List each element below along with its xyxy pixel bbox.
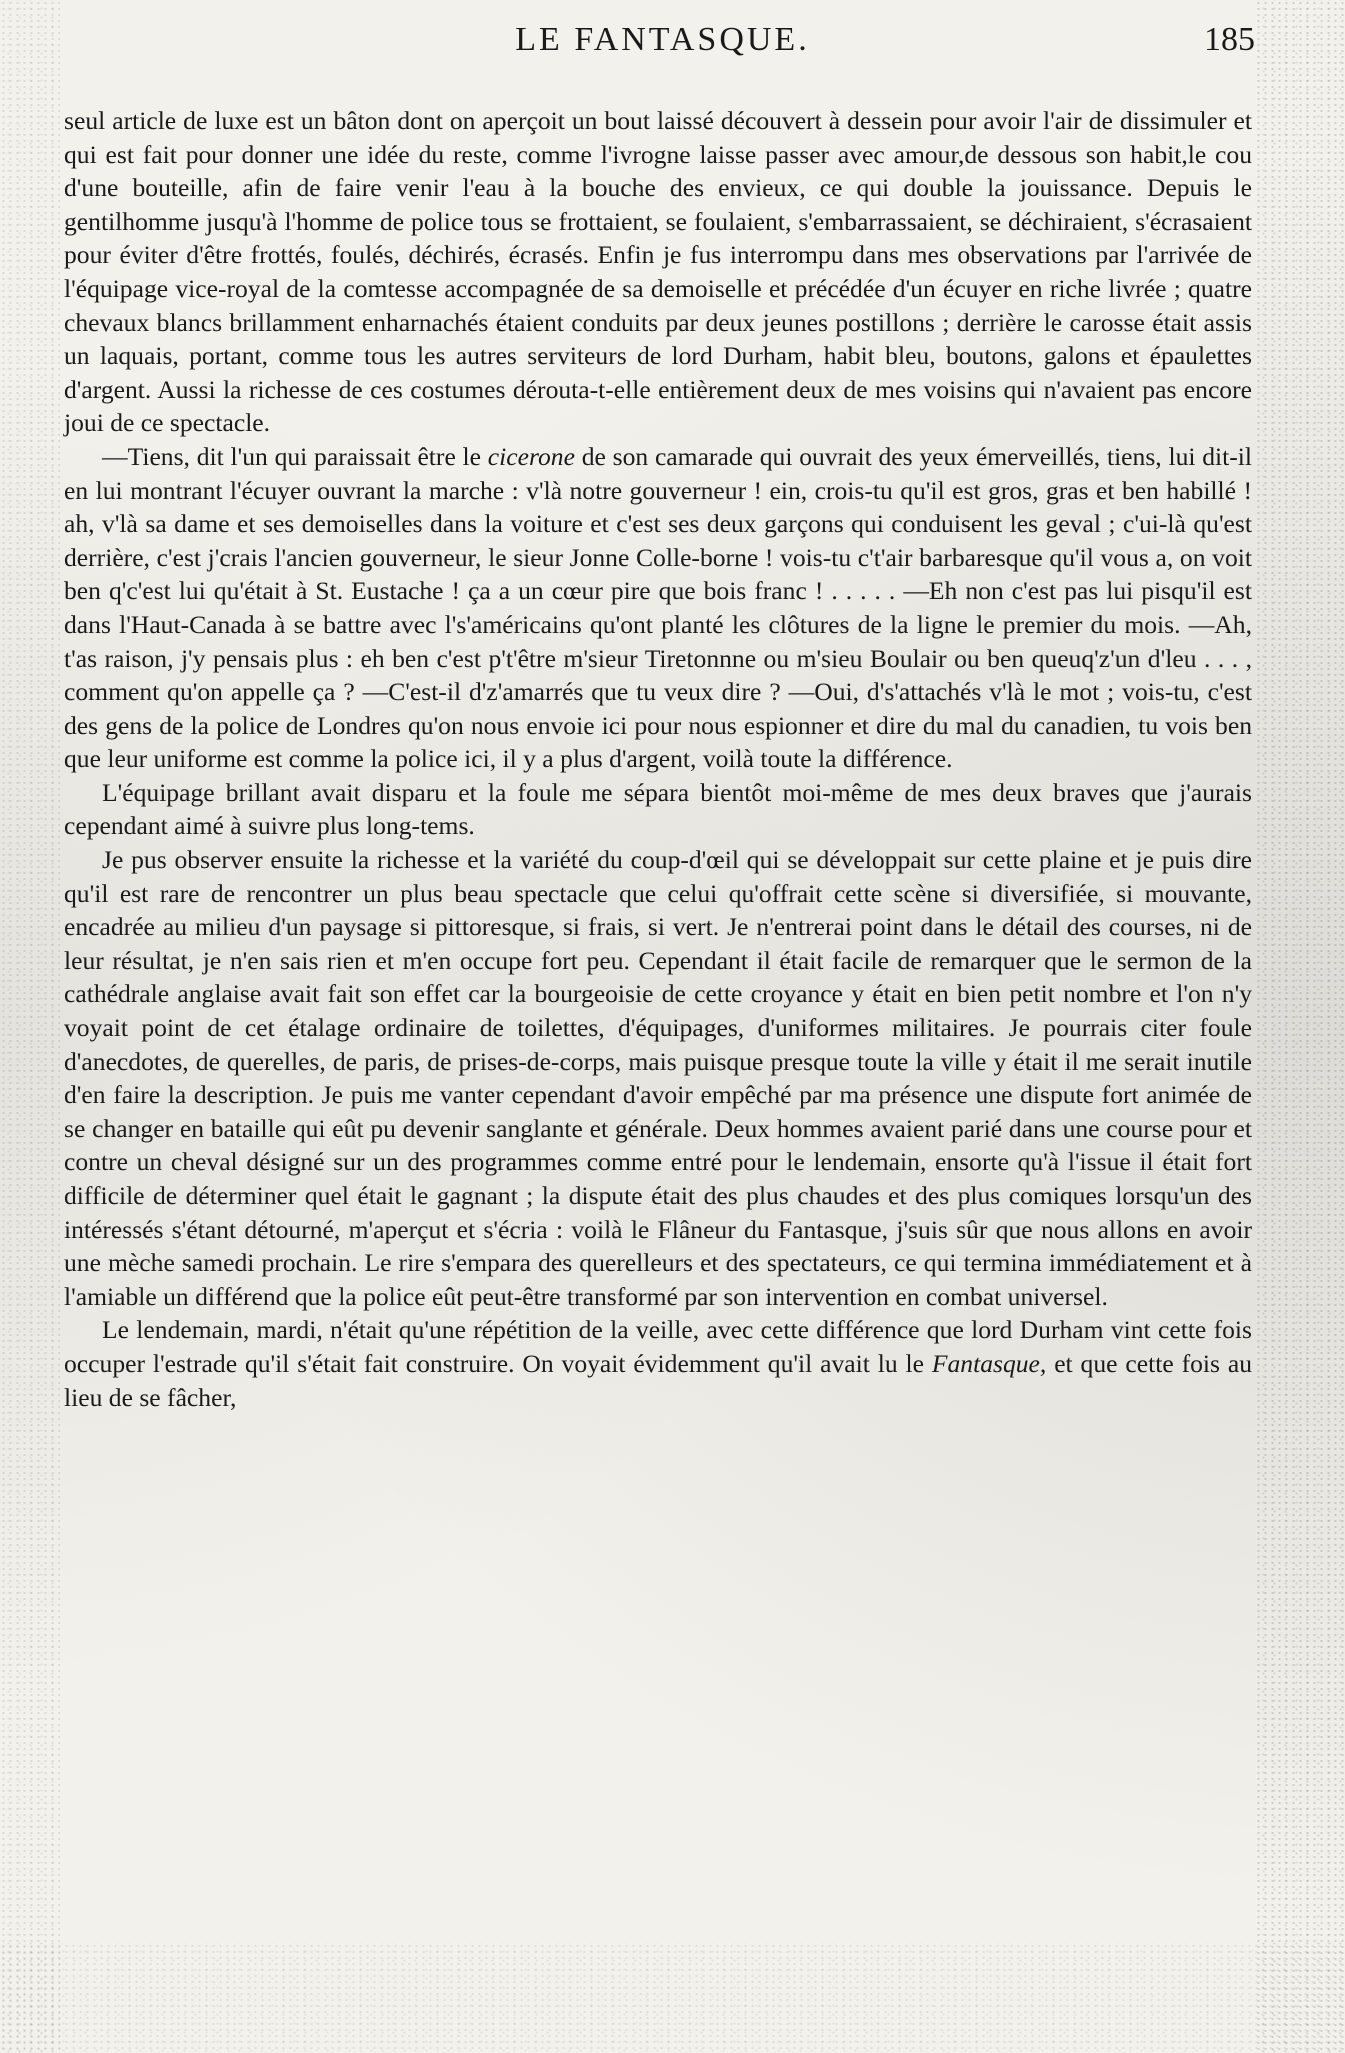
page-number: 185 [1204, 21, 1255, 58]
paragraph-3 [64, 776, 1252, 843]
paragraph-3-text: L'équipage brillant avait disparu et la foule me sépara bientôt moi-même de mes deux braves que j'aurais cependant aimé à suivre plus long-tems. [64, 777, 1252, 841]
paragraph-5-italic-fantasque: Fantasque, [931, 1348, 1047, 1378]
body-text [64, 104, 1252, 1414]
paragraph-2-text-b: de son camarade qui ouvrait des yeux émerveillés, tiens, lui dit-il en lui montrant l'écuyer ouvrant la marche : v'là notre gouverneur ! ein, crois-tu qu'il est gros, gras et ben habillé ! ah, v'là sa dame et ses demoiselles dans la voiture et c'est ses deux garçons qui conduisent les geval ; c'ui-là qu'est derrière, c'est j'crais l'ancien gouverneur, le sieur Jonne Colle-borne ! vois-tu c't'air barbaresque qu'il vous a, on voit ben q'c'est lui qu'était à St. Eustache ! ça a un cœur pire que bois franc ! . . . . . —Eh non c'est pas lui pisqu'il est dans l'Haut-Canada à se battre avec l's'américains qu'ont planté les clôtures de la ligne le premier du mois. —Ah, t'as raison, j'y pensais plus : eh ben c'est p't'être m'sieur Tiretonnne ou m'sieu Boulair ou ben queuq'z'un d'leu . . . , comment qu'on appelle ça ? —C'est-il d'z'amarrés que tu veux dire ? —Oui, d's'attachés v'là le mot ; vois-tu, c'est des gens de la police de Londres qu'on nous envoie ici pour nous espionner et dire du mal du canadien, tu vois ben que leur uniforme est comme la police ici, il y a plus d'argent, voilà toute la différence. [64, 441, 1252, 774]
paragraph-1 [64, 104, 1252, 440]
paragraph-5 [64, 1313, 1252, 1414]
scan-noise-right [1255, 0, 1345, 2053]
paragraph-1-text: seul article de luxe est un bâton dont on aperçoit un bout laissé découvert à dessein pour avoir l'air de dissimuler et qui est fait pour donner une idée du reste, comme l'ivrogne laisse passer avec amour,de dessous son habit,le cou d'une bouteille, afin de faire venir l'eau à la bouche des envieux, ce qui double la jouissance. Depuis le gentilhomme jusqu'à l'homme de police tous se frottaient, se foulaient, s'embarrassaient, se déchiraient, s'écrasaient pour éviter d'être frottés, foulés, déchirés, écrasés. Enfin je fus interrompu dans mes observations par l'arrivée de l'équipage vice-royal de la comtesse accompagnée de sa demoiselle et précédée d'un écuyer en riche livrée ; quatre chevaux blancs brillamment enharnachés étaient conduits par deux jeunes postillons ; derrière le carosse était assis un laquais, portant, comme tous les autres serviteurs de lord Durham, habit bleu, boutons, galons et épaulettes d'argent. Aussi la richesse de ces costumes dérouta-t-elle entièrement deux de mes voisins qui n'avaient pas encore joui de ce spectacle. [64, 106, 1252, 438]
paragraph-2-text-a: —Tiens, dit l'un qui paraissait être le [102, 441, 488, 471]
paragraph-5-text-b: et que cette fois au lieu de se fâcher, [64, 1348, 1252, 1412]
paragraph-5-text-a: Le lendemain, mardi, n'était qu'une répétition de la veille, avec cette différence que lord Durham vint cette fois occuper l'estrade qu'il s'était fait construire. On voyait évidemment qu'il avait lu le [64, 1315, 1252, 1378]
paragraph-2-italic-cicerone: cicerone [487, 441, 575, 471]
scan-noise-left [0, 0, 60, 2053]
paragraph-2 [64, 440, 1252, 776]
page-header [70, 18, 1255, 62]
paragraph-4 [64, 843, 1252, 1313]
running-title: LE FANTASQUE. [515, 21, 810, 58]
paragraph-4-text: Je pus observer ensuite la richesse et la variété du coup-d'œil qui se développait sur cette plaine et je puis dire qu'il est rare de rencontrer un plus beau spectacle que celui qu'offrait cette scène si diversifiée, si mouvante, encadrée au milieu d'un paysage si pittoresque, si frais, si vert. Je n'entrerai point dans le détail des courses, ni de leur résultat, je n'en sais rien et m'en occupe fort peu. Cependant il était facile de remarquer que le sermon de la cathédrale anglaise avait fait son effet car la bourgeoisie de cette croyance y était en bien petit nombre et l'on n'y voyait point de cet étalage ordinaire de toilettes, d'équipages, d'uniformes militaires. Je pourrais citer foule d'anecdotes, de querelles, de paris, de prises-de-corps, mais puisque presque toute la ville y était il me serait inutile d'en faire la description. Je puis me vanter cependant d'avoir empêché par ma présence une dispute fort animée de se changer en bataille qui eût pu devenir sanglante et générale. Deux hommes avaient parié dans une course pour et contre un cheval désigné sur un des programmes comme entré pour le lendemain, ensorte qu'à l'issue il était fort difficile de déterminer quel était le gagnant ; la dispute était des plus chaudes et des plus comiques lorsqu'un des intéressés s'étant détourné, m'aperçut et s'écria : voilà le Flâneur du Fantasque, j'suis sûr que nous allons en avoir une mèche samedi prochain. Le rire s'empara des querelleurs et des spectateurs, ce qui termina immédiatement et à l'amiable un différend que la police eût peut-être transformé par son intervention en combat universel. [64, 845, 1252, 1311]
scan-noise-bottom [0, 1943, 1345, 2053]
